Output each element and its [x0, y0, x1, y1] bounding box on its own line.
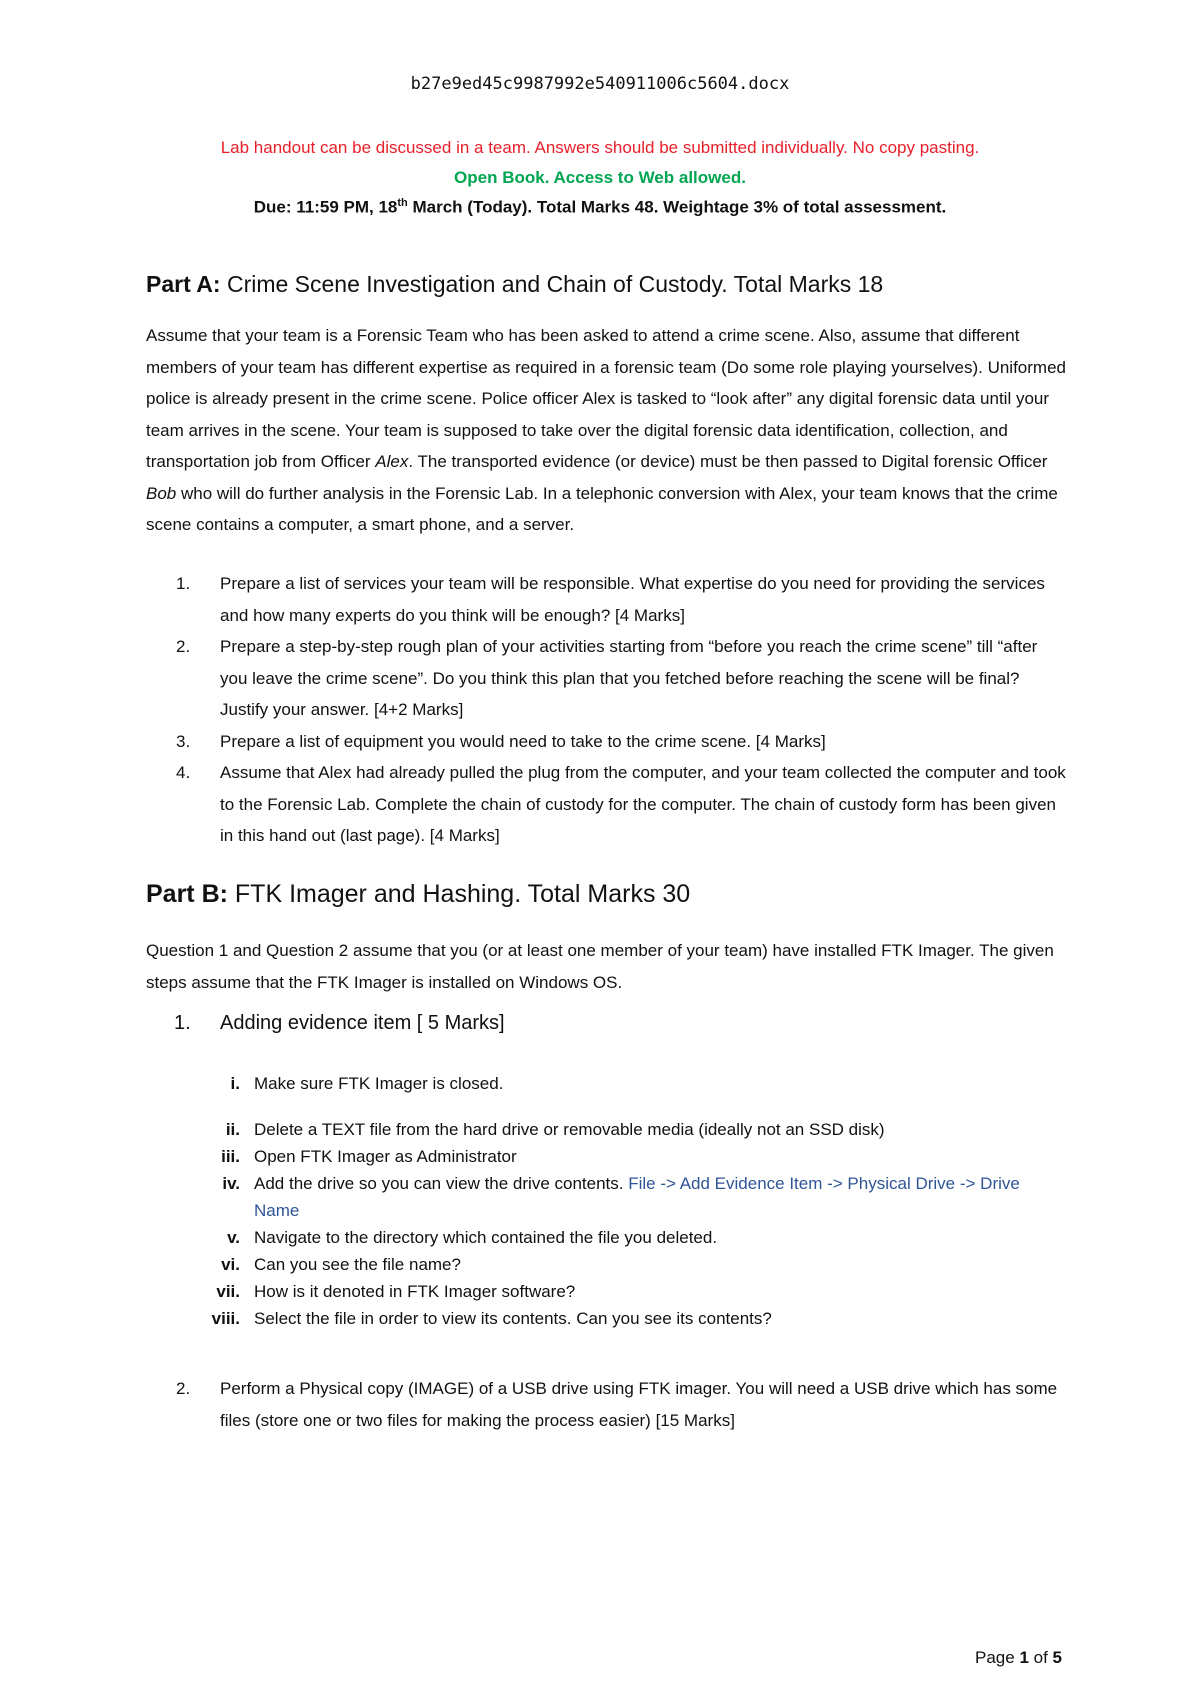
notice-open-book: Open Book. Access to Web allowed.	[454, 168, 746, 187]
list-item: v. Navigate to the directory which contained the file you deleted.	[227, 1228, 718, 1247]
list-item: 3. Prepare a list of equipment you would need to take to the crime scene. [4 Marks]	[176, 731, 826, 751]
list-item: vii. How is it denoted in FTK Imager software?	[216, 1282, 576, 1301]
page-number: Page 1 of 5	[975, 1648, 1062, 1667]
notice-due: Due: 11:59 PM, 18th March (Today). Total Marks 48. Weightage 3% of total assessment.	[253, 197, 947, 217]
list-item: 2. Perform a Physical copy (IMAGE) of a USB drive using FTK imager. You will need a USB drive which has some files (store one or two files for making the process easier) [15 Marks]	[176, 1379, 1058, 1430]
document-filename: b27e9ed45c9987992e540911006c5604.docx	[410, 74, 790, 94]
list-item: 1. Prepare a list of services your team will be responsible. What expertise do you need for providing the services and how many experts do you think will be enough? [4 Marks]	[176, 574, 1045, 625]
question-2	[146, 1373, 1066, 1436]
question-1-steps	[146, 1070, 1066, 1332]
list-item: vi. Can you see the file name?	[221, 1255, 461, 1274]
part-a-intro: Assume that your team is a Forensic Team who has been asked to attend a crime scene. Also, assume that different members of your team has different expertise as required in a forensic team (Do some role playing yourselves). Uniformed police is already present in the crime scene. Police officer Alex is tasked to “look after” any digital forensic data until your team arrives in the scene. Your team is supposed to take over the digital forensic data identification, collection, and transportation job from Officer Alex. The transported evidence (or device) must be then passed to Digital forensic Officer Bob who will do further analysis in the Forensic Lab. In a telephonic conversion with Alex, your team knows that the crime scene contains a computer, a smart phone, and a server.	[146, 326, 1066, 534]
part-b-note: Question 1 and Question 2 assume that you (or at least one member of your team) have installed FTK Imager. The given steps assume that the FTK Imager is installed on Windows OS.	[146, 941, 1054, 992]
notice-team-rules: Lab handout can be discussed in a team. Answers should be submitted individually. No copy pasting.	[220, 138, 980, 157]
ftk-menu-path: File -> Add Evidence Item -> Physical Drive -> Drive Name	[254, 1174, 1020, 1220]
list-item: iii. Open FTK Imager as Administrator	[221, 1147, 517, 1166]
list-item: 4. Assume that Alex had already pulled the plug from the computer, and your team collected the computer and took to the Forensic Lab. Complete the chain of custody for the computer. The chain of custody form has been given in this hand out (last page). [4 Marks]	[176, 763, 1066, 845]
list-item: 2. Prepare a step-by-step rough plan of your activities starting from “before you reach the crime scene” till “after you leave the crime scene”. Do you think this plan that you fetched before reaching the scene will be final? Justify your answer. [4+2 Marks]	[176, 637, 1038, 719]
list-item: ii. Delete a TEXT file from the hard drive or removable media (ideally not an SSD disk)	[225, 1120, 885, 1139]
list-item: iv. Add the drive so you can view the drive contents. File -> Add Evidence Item -> Physical Drive -> Drive Name	[222, 1174, 1020, 1220]
list-item: i. Make sure FTK Imager is closed.	[230, 1074, 504, 1093]
part-a-heading: Part A: Crime Scene Investigation and Chain of Custody. Total Marks 18	[146, 271, 884, 297]
part-a-questions	[146, 568, 1066, 852]
part-b-heading: Part B: FTK Imager and Hashing. Total Marks 30	[146, 880, 691, 908]
question-1-heading: 1. Adding evidence item [ 5 Marks]	[174, 1012, 505, 1034]
list-item: viii. Select the file in order to view its contents. Can you see its contents?	[211, 1309, 772, 1328]
